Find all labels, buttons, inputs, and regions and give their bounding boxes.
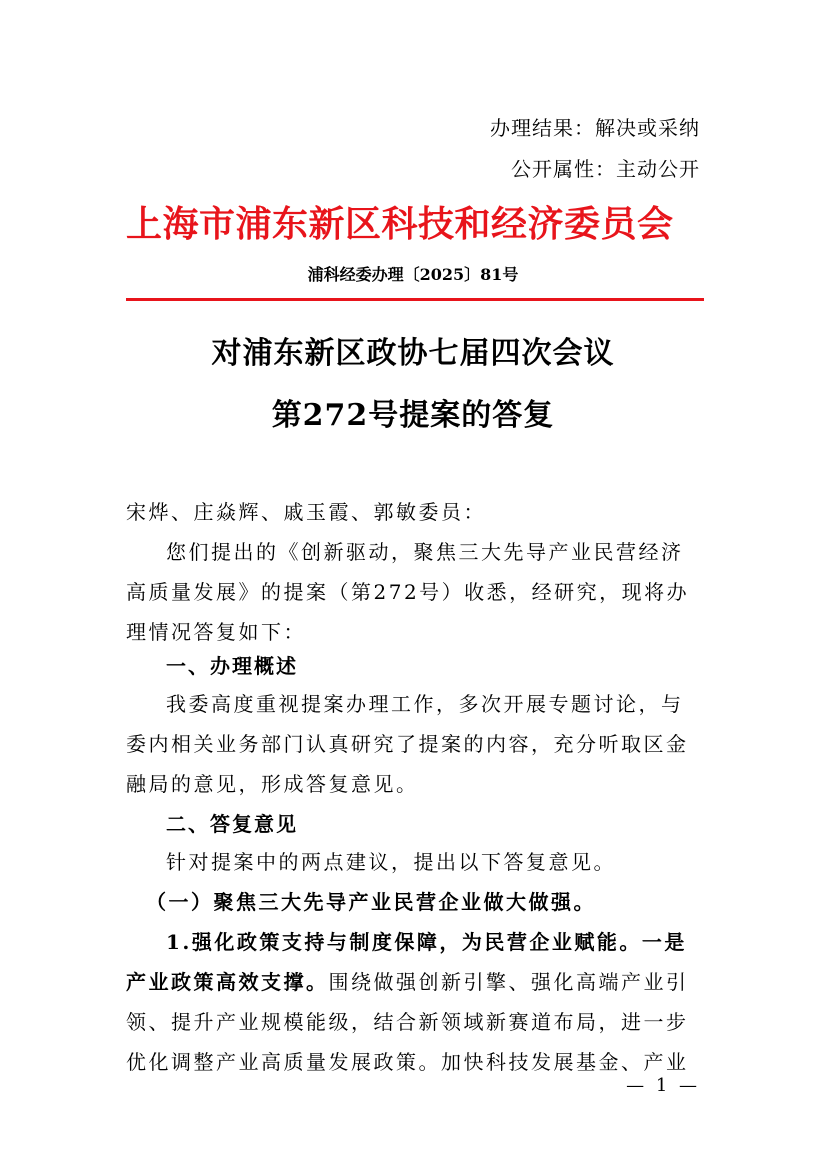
handling-result-label: 办理结果：解决或采纳 bbox=[490, 116, 700, 140]
document-number: 浦科经委办理〔2025〕81号 bbox=[307, 265, 519, 284]
salutation: 宋烨、庄焱辉、戚玉霞、郭敏委员： bbox=[126, 500, 486, 524]
document-title-line-1: 对浦东新区政协七届四次会议 bbox=[211, 336, 615, 371]
section1-heading: 一、办理概述 bbox=[166, 654, 298, 678]
public-attribute-label: 公开属性：主动公开 bbox=[511, 157, 700, 181]
item1-paragraph bbox=[126, 922, 704, 1082]
subsection1-heading: （一）聚焦三大先导产业民营企业做大做强。 bbox=[146, 890, 596, 914]
page-number: — 1 — bbox=[626, 1075, 700, 1096]
item1-text: 围绕做强创新引擎、强化高端产业引领、提升产业规模能级，结合新领域新赛道布局，进一步优化调整产业高质量发展政策。加快科技发展基金、产业 bbox=[126, 970, 689, 1074]
item1-bold-lead: 1.强化政策支持与制度保障，为民营企业赋能。一是产业政策高效支撑。 bbox=[126, 930, 687, 994]
intro-paragraph: 您们提出的《创新驱动，聚焦三大先导产业民营经济高质量发展》的提案（第272号）收悉，经研究，现将办理情况答复如下： bbox=[126, 540, 690, 644]
section2-intro: 针对提案中的两点建议，提出以下答复意见。 bbox=[166, 850, 616, 874]
red-divider bbox=[126, 298, 704, 301]
section2-heading: 二、答复意见 bbox=[166, 812, 298, 836]
organization-name: 上海市浦东新区科技和经济委员会 bbox=[126, 203, 674, 245]
document-title-line-2: 第272号提案的答复 bbox=[271, 398, 555, 433]
section1-paragraph: 我委高度重视提案办理工作，多次开展专题讨论，与委内相关业务部门认真研究了提案的内容，充分听取区金融局的意见，形成答复意见。 bbox=[126, 692, 689, 796]
